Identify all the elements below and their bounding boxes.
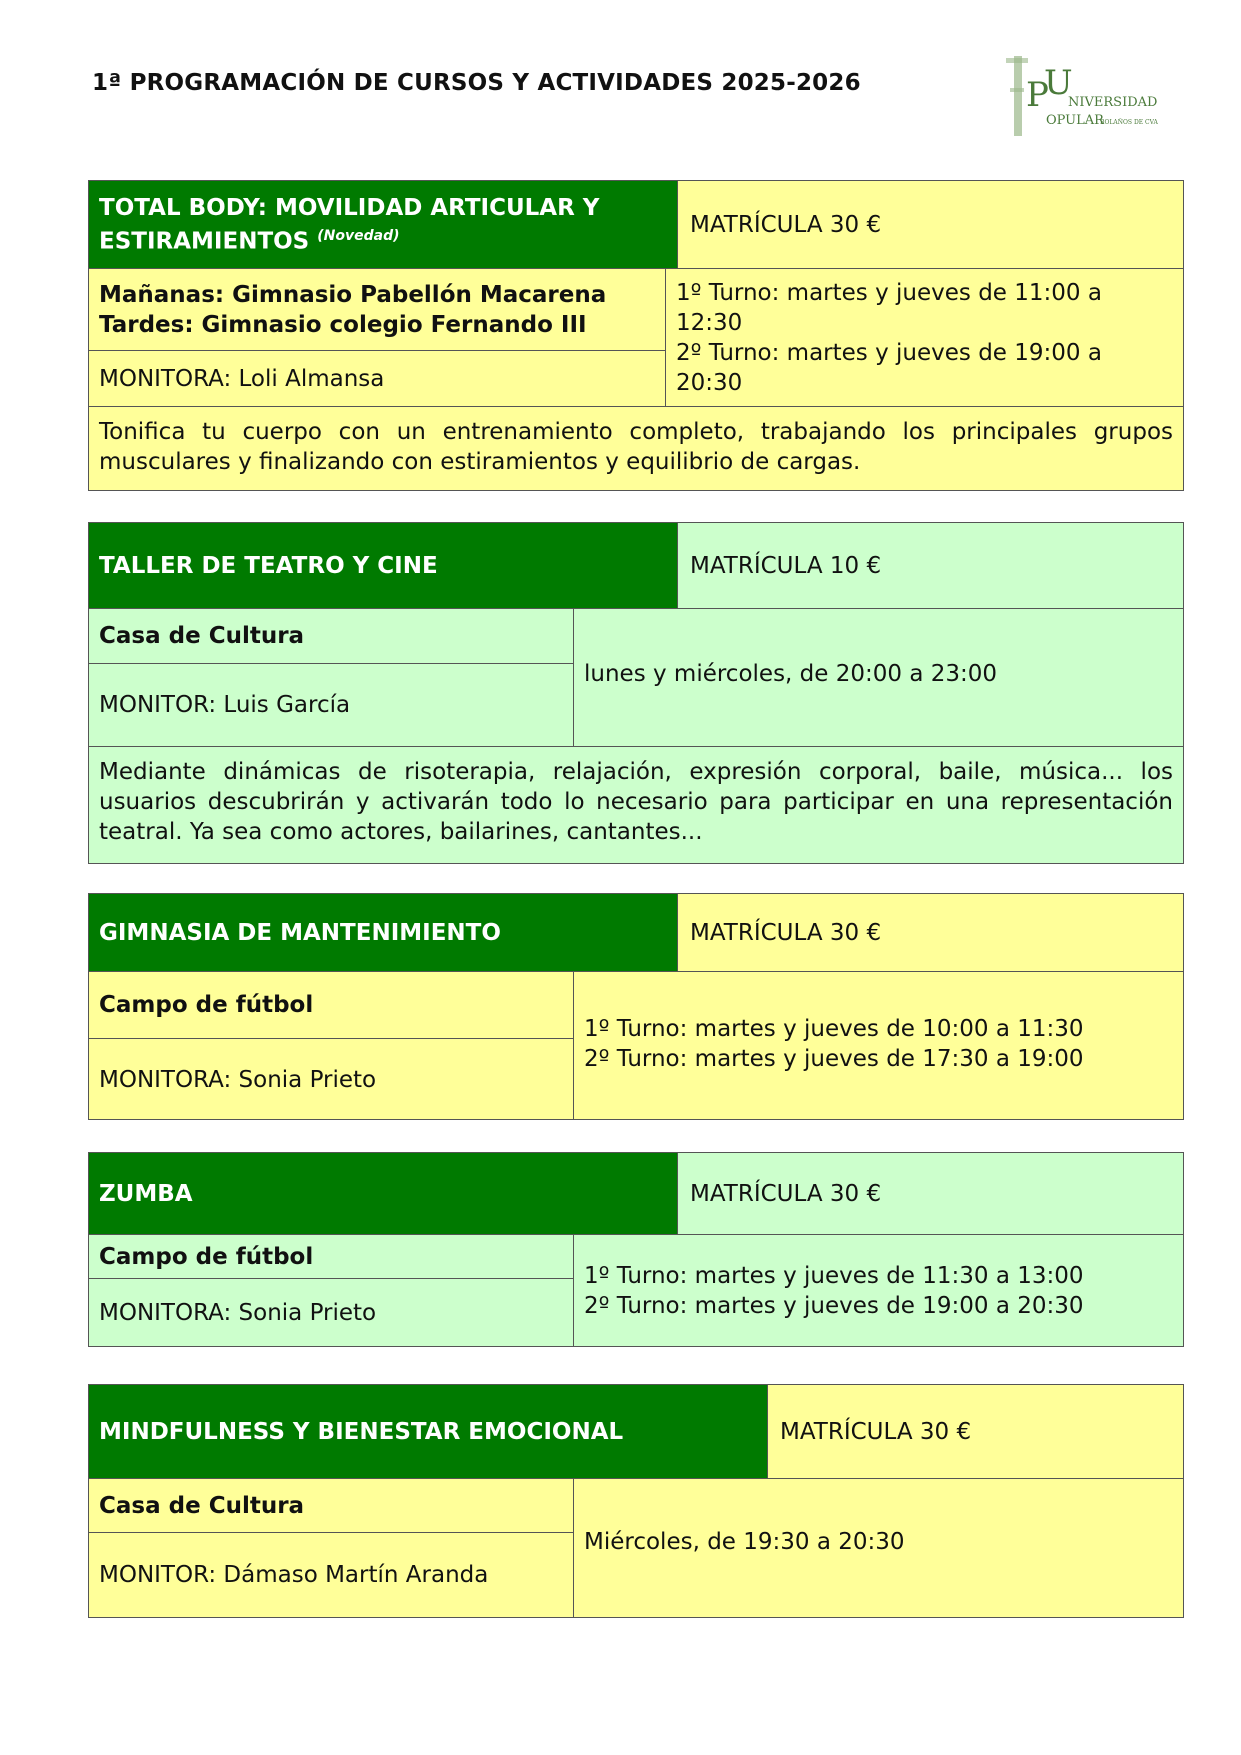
course-description: Tonifica tu cuerpo con un entrenamiento completo, trabajando los principales grupos musculares y finalizando con estiramientos y equilibrio de cargas. <box>99 419 1173 475</box>
course-fee: MATRÍCULA 10 € <box>690 552 882 579</box>
course-schedule: 1º Turno: martes y jueves de 11:00 a 12:30 2º Turno: martes y jueves de 19:00 a 20:30 <box>676 279 1102 396</box>
course-schedule: 1º Turno: martes y jueves de 10:00 a 11:30 2º Turno: martes y jueves de 17:30 a 19:00 <box>584 1016 1084 1072</box>
course-description: Mediante dinámicas de risoterapia, relajación, expresión corporal, baile, música... los usuarios descubrirán y activarán todo lo necesario para participar en una representación teatral. Ya sea como actores, bailarines, cantantes... <box>99 759 1173 845</box>
universidad-popular-logo <box>1000 48 1180 148</box>
course-name: MINDFULNESS Y BIENESTAR EMOCIONAL <box>89 1385 768 1478</box>
course-fee: MATRÍCULA 30 € <box>780 1418 972 1445</box>
course-location: Mañanas: Gimnasio Pabellón Macarena Tardes: Gimnasio colegio Fernando III <box>89 269 665 351</box>
course-location: Campo de fútbol <box>89 972 573 1039</box>
course-monitor: MONITORA: Loli Almansa <box>99 365 385 392</box>
course-location: Campo de fútbol <box>89 1235 573 1279</box>
course-monitor: MONITOR: Dámaso Martín Aranda <box>99 1562 489 1588</box>
course-card-total-body <box>88 180 1184 491</box>
course-monitor: MONITORA: Sonia Prieto <box>99 1300 377 1326</box>
course-name: TOTAL BODY: MOVILIDAD ARTICULAR Y ESTIRAMIENTOS $^{(Novedad)}$ <box>89 181 678 268</box>
course-name: ZUMBA <box>89 1153 678 1234</box>
course-card-zumba <box>88 1152 1184 1347</box>
course-card-mindfulness <box>88 1384 1184 1618</box>
svg-text:P: P <box>1026 75 1049 115</box>
svg-text:OPULAR: OPULAR <box>1046 113 1104 128</box>
document-title: 1ª PROGRAMACIÓN DE CURSOS Y ACTIVIDADES 2025-2026 <box>92 70 861 96</box>
novedad-badge: (Novedad) <box>317 227 400 244</box>
svg-text:NIVERSIDAD: NIVERSIDAD <box>1068 95 1158 110</box>
course-fee: MATRÍCULA 30 € <box>690 919 882 946</box>
course-schedule: Miércoles, de 19:30 a 20:30 <box>584 1529 905 1555</box>
course-card-gimnasia <box>88 893 1184 1120</box>
course-location: Casa de Cultura <box>89 609 573 664</box>
course-card-teatro <box>88 522 1184 864</box>
course-schedule: lunes y miércoles, de 20:00 a 23:00 <box>584 661 998 687</box>
course-schedule: 1º Turno: martes y jueves de 11:30 a 13:00 2º Turno: martes y jueves de 19:00 a 20:30 <box>584 1263 1084 1319</box>
svg-text:U: U <box>1044 63 1073 103</box>
course-fee: MATRÍCULA 30 € <box>690 211 882 238</box>
course-fee: MATRÍCULA 30 € <box>690 1180 882 1207</box>
course-location: Casa de Cultura <box>89 1479 573 1533</box>
svg-text:BOLAÑOS DE CVA: BOLAÑOS DE CVA <box>1100 119 1158 126</box>
course-name: GIMNASIA DE MANTENIMIENTO <box>89 894 678 971</box>
course-monitor: MONITORA: Sonia Prieto <box>99 1066 377 1093</box>
course-name: TALLER DE TEATRO Y CINE <box>89 523 678 608</box>
course-monitor: MONITOR: Luis García <box>99 692 351 718</box>
